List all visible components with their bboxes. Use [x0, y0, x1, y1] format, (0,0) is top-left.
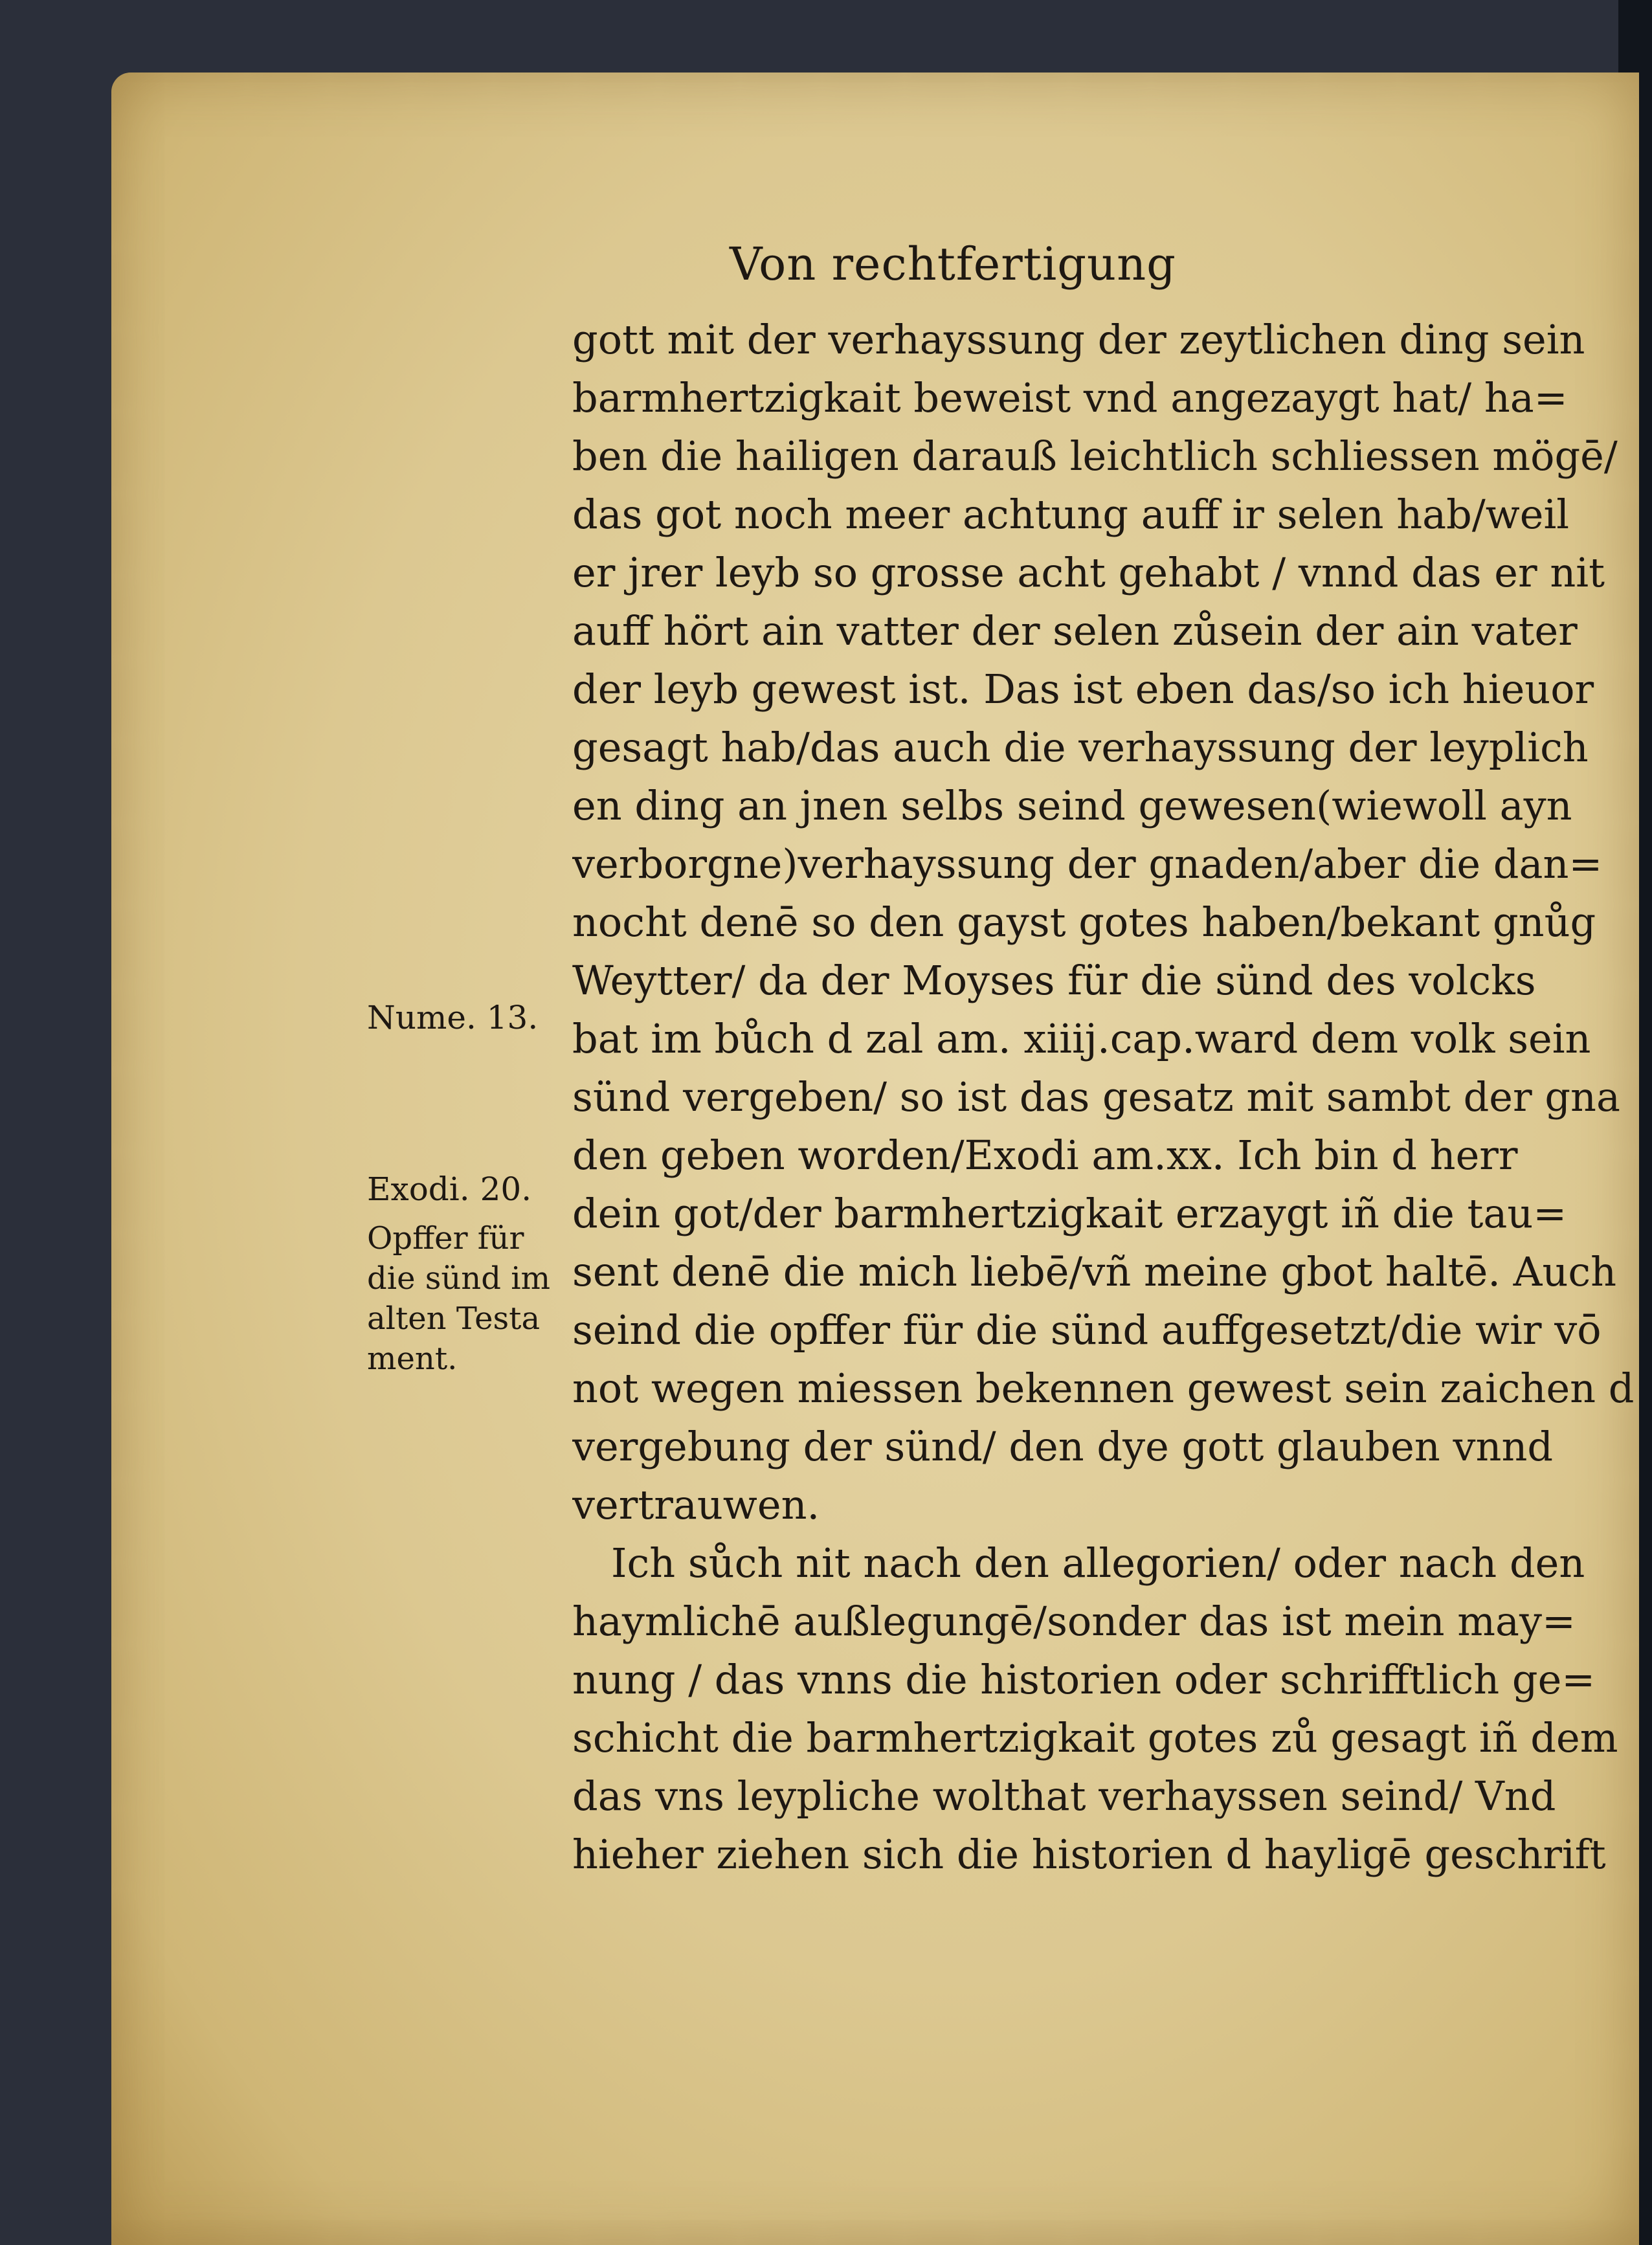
margin-note-offerings: Opffer für die sünd im alten Testa ment. — [367, 1220, 551, 1377]
running-header-text: Von rechtfertigung — [729, 238, 1176, 291]
text-line: er jrer leyb so grosse acht gehabt / vnnd das er nit — [572, 549, 1605, 596]
text-line: barmhertzigkait beweist vnd angezaygt hat/ ha= — [572, 374, 1568, 421]
body-text — [572, 311, 1652, 1884]
text-line: das vns leypliche wolthat verhayssen seind/ Vnd — [572, 1772, 1556, 1820]
text-line: nung / das vnns die historien oder schrifftlich ge= — [572, 1656, 1596, 1703]
text-line: vertrauwen. — [572, 1481, 820, 1528]
text-line: der leyb gewest ist. Das ist eben das/so ich hieuor — [572, 665, 1594, 713]
text-line: gott mit der verhayssung der zeytlichen ding sein — [572, 316, 1585, 363]
text-line: gesagt hab/das auch die verhayssung der leyplich — [572, 724, 1589, 771]
margin-note-exodus: Exodi. 20. — [367, 1170, 532, 1208]
text-line: auff hört ain vatter der selen zůsein der ain vater — [572, 607, 1578, 654]
text-line: den geben worden/Exodi am.xx. Ich bin d herr — [572, 1132, 1518, 1179]
text-line: bat im bůch d zal am. xiiij.cap.ward dem volk sein — [572, 1015, 1591, 1062]
text-line: das got noch meer achtung auff ir selen hab/weil — [572, 491, 1570, 538]
running-header — [111, 238, 1639, 291]
document-page — [111, 73, 1639, 2245]
paragraph-start-line: Ich sůch nit nach den allegorien/ oder nach den — [611, 1539, 1585, 1587]
text-line: schicht die barmhertzigkait gotes zů gesagt iñ dem — [572, 1714, 1618, 1761]
text-line: not wegen miessen bekennen gewest sein zaichen d — [572, 1365, 1635, 1412]
text-line: vergebung der sünd/ den dye gott glauben vnnd — [572, 1423, 1554, 1470]
text-line: nocht denē so den gayst gotes haben/bekant gnůg — [572, 899, 1596, 946]
text-line: ben die hailigen darauß leichtlich schliessen mögē/ — [572, 432, 1618, 480]
text-line: hieher ziehen sich die historien d hayligē geschrift — [572, 1831, 1606, 1878]
text-line: seind die opffer für die sünd auffgesetzt/die wir vō — [572, 1306, 1602, 1354]
text-line: sent denē die mich liebē/vñ meine gbot haltē. Auch — [572, 1248, 1617, 1295]
text-line: haymlichē außlegungē/sonder das ist mein may= — [572, 1598, 1576, 1645]
text-line: en ding an jnen selbs seind gewesen(wiewoll ayn — [572, 782, 1572, 829]
margin-note-numeri: Nume. 13. — [367, 999, 539, 1036]
text-line: verborgne)verhayssung der gnaden/aber die dan= — [572, 840, 1603, 888]
text-line: dein got/der barmhertzigkait erzaygt iñ die tau= — [572, 1190, 1567, 1237]
text-line: sünd vergeben/ so ist das gesatz mit sambt der gna — [572, 1073, 1620, 1121]
text-line: Weytter/ da der Moyses für die sünd des volcks — [572, 957, 1536, 1004]
